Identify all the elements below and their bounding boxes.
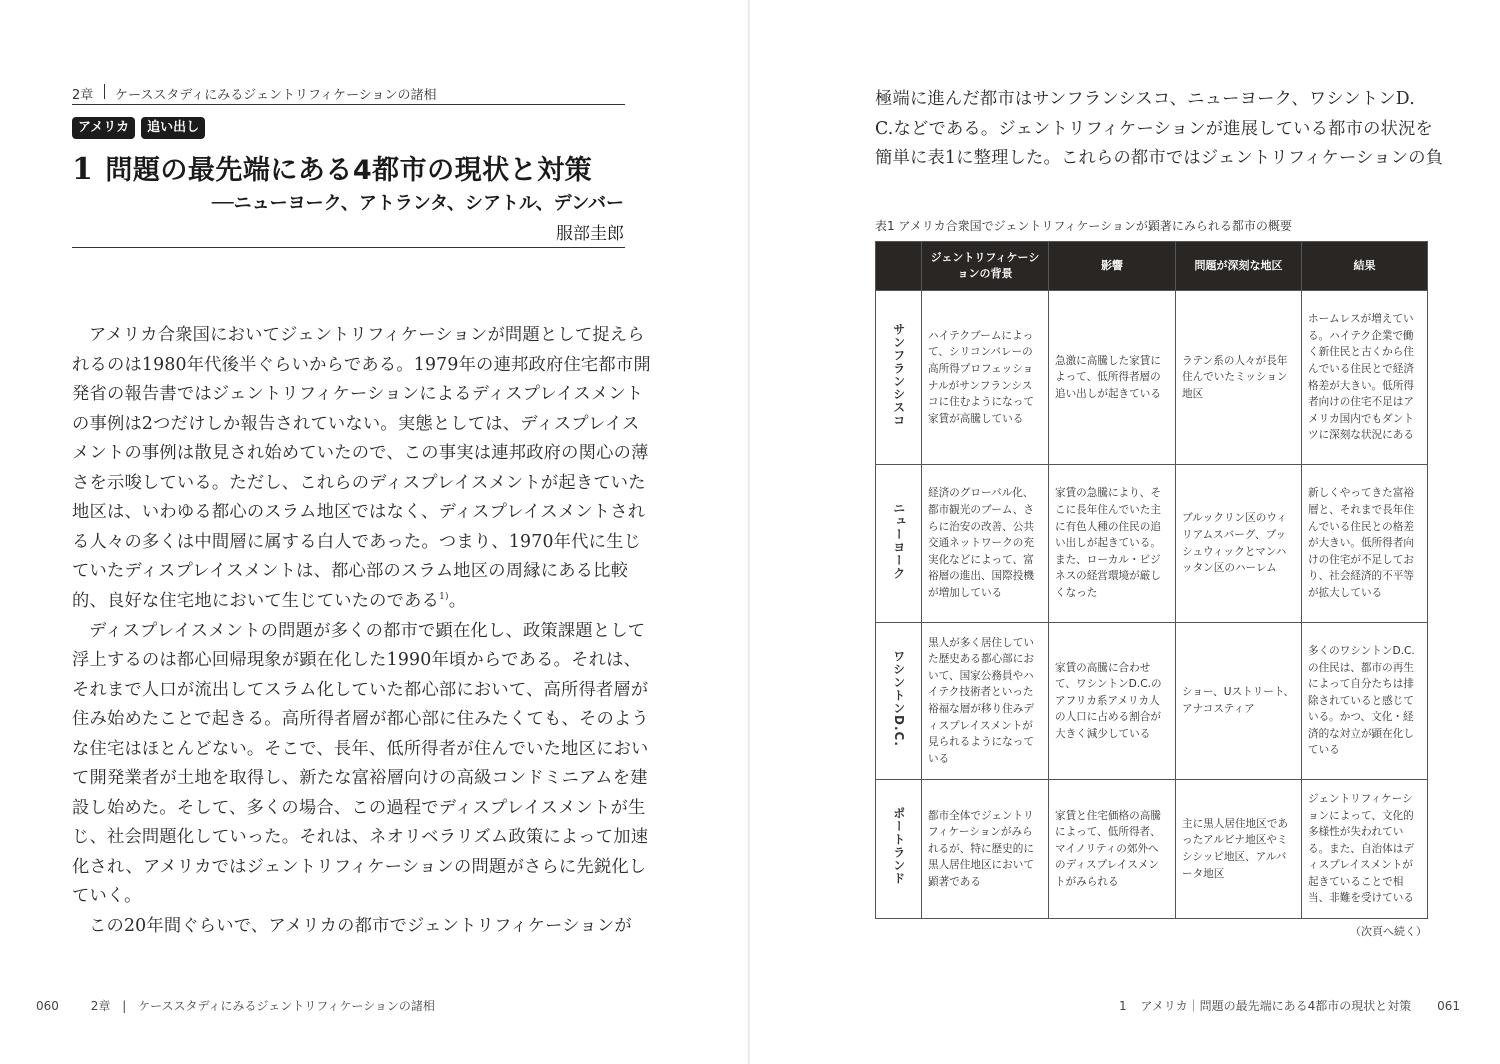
page-number: 060 — [36, 999, 59, 1013]
book-gutter — [748, 0, 750, 1064]
folio-section-number: 1 — [1119, 999, 1127, 1013]
body-line: さを示唆している。ただし、これらのディスプレイスメントが起きていた — [72, 473, 646, 493]
body-line: 浮上するのは都心回帰現象が顕在化した1990年頃からである。それは、 — [72, 650, 642, 670]
body-line: それまで人口が流出してスラム化していた都心部において、高所得者層が — [72, 680, 649, 700]
district-cell: ブルックリン区のウィリアムスバーグ、ブッシュウィックとマンハッタン区のハーレム — [1176, 465, 1302, 623]
body-line: 極端に進んだ都市はサンフランシスコ、ニューヨーク、ワシントンD. — [875, 89, 1415, 109]
body-line: の事例は2つだけしか報告されていない。実態としては、ディスプレイス — [72, 414, 640, 434]
impact-cell: 家賃と住宅価格の高騰によって、低所得者、マイノリティの郊外へのディスプレイスメントがみられる — [1049, 780, 1176, 919]
body-line: れるのは1980年代後半ぐらいからである。1979年の連邦政府住宅都市開 — [72, 355, 651, 375]
city-name: ワシントンD.C. — [891, 649, 906, 747]
body-line: 簡単に表1に整理した。これらの都市ではジェントリフィケーションの負 — [875, 148, 1444, 168]
folio-title: ケーススタディにみるジェントリフィケーションの諸相 — [138, 999, 435, 1013]
city-name: ニューヨーク — [891, 501, 906, 580]
impact-cell: 急激に高騰した家賃によって、低所得者層の追い出しが起きている — [1049, 291, 1176, 465]
city-table — [875, 241, 1428, 919]
body-line: 化され、アメリカではジェントリフィケーションの問題がさらに先鋭化し — [72, 857, 647, 877]
district-cell: 主に黒人居住地区であったアルビナ地区やミシシッピ地区、アルバータ地区 — [1176, 780, 1302, 919]
header-impact: 影響 — [1049, 242, 1176, 291]
table-row — [876, 623, 1428, 780]
table-row — [876, 291, 1428, 465]
tag-america: アメリカ — [72, 117, 135, 139]
header-corner — [876, 242, 922, 291]
header-background: ジェントリフィケーションの背景 — [922, 242, 1049, 291]
running-header-title: ケーススタディにみるジェントリフィケーションの諸相 — [115, 88, 437, 103]
table-row — [876, 465, 1428, 623]
article-author: 服部圭郎 — [556, 224, 624, 244]
body-line: な住宅はほとんどない。そこで、長年、低所得者が住んでいた地区におい — [72, 739, 649, 759]
article-tags — [72, 117, 205, 139]
header-district: 問題が深刻な地区 — [1176, 242, 1302, 291]
city-cell — [876, 465, 922, 623]
tag-displacement: 追い出し — [141, 117, 205, 139]
city-cell — [876, 623, 922, 780]
body-line: C.などである。ジェントリフィケーションが進展している都市の状況を — [875, 119, 1433, 139]
impact-cell: 家賃の高騰に合わせて、ワシントンD.C.のアフリカ系アメリカ人の人口に占める割合が大きく減少している — [1049, 623, 1176, 780]
left-page — [0, 0, 749, 1064]
running-header — [72, 84, 625, 105]
right-page — [751, 0, 1500, 1064]
table-caption: 表1 アメリカ合衆国でジェントリフィケーションが顕著にみられる都市の概要 — [875, 219, 1292, 233]
result-cell: 新しくやってきた富裕層と、それまで長年住んでいる住民との格差が大きい。低所得者向けの住宅が不足しており、社会経済的不平等が拡大している — [1302, 465, 1428, 623]
folio-separator: | — [122, 999, 127, 1013]
folio-right — [1119, 997, 1460, 1014]
table-header-row — [876, 242, 1428, 291]
district-cell: ショー、Uストリート、アナコスティア — [1176, 623, 1302, 780]
body-line: 地区は、いわゆる都心のスラム地区ではなく、ディスプレイスメントされ — [72, 502, 646, 522]
folio-chapter: 2章 — [90, 999, 111, 1013]
title-rule — [72, 247, 625, 248]
city-name: ポートランド — [891, 807, 906, 886]
article-title-text: 問題の最先端にある4都市の現状と対策 — [105, 155, 593, 186]
city-cell — [876, 780, 922, 919]
result-cell: ホームレスが増えている。ハイテク企業で働く新住民と古くから住んでいる住民とで経済格差が大きい。低所得者向けの住宅不足はアメリカ国内でもダントツに深刻な状況にある — [1302, 291, 1428, 465]
article-subtitle: ──ニューヨーク、アトランタ、シアトル、デンバー — [211, 193, 624, 214]
body-line: る人々の多くは中間層に属する白人であった。つまり、1970年代に生じ — [72, 532, 642, 552]
article-number: 1 — [72, 152, 94, 187]
footnote-ref: 1) — [439, 592, 449, 603]
running-header-chapter: 2章 — [72, 88, 94, 103]
body-line: 発省の報告書ではジェントリフィケーションによるディスプレイスメント — [72, 384, 644, 404]
city-cell — [876, 291, 922, 465]
header-result: 結果 — [1302, 242, 1428, 291]
body-line-end: 。 — [448, 591, 467, 611]
body-line: ディスプレイスメントの問題が多くの都市で顕在化し、政策課題として — [89, 621, 646, 641]
body-line-with-footnote — [72, 586, 466, 611]
running-header-separator — [104, 84, 105, 99]
body-line: アメリカ合衆国においてジェントリフィケーションが問題として捉えら — [89, 325, 645, 345]
impact-cell: 家賃の急騰により、そこに長年住んでいた主に有色人種の住民の追い出しが起きている。また、ローカル・ビジネスの経営環境が厳しくなった — [1049, 465, 1176, 623]
background-cell: 黒人が多く居住していた歴史ある都心部において、国家公務員やハイテク技術者といった裕福な層が移り住みディスプレイスメントが見られるようになっている — [922, 623, 1049, 780]
body-line: 住み始めたことで起きる。高所得者層が都心部に住みたくても、そのよう — [72, 709, 649, 729]
body-line: て開発業者が土地を取得し、新たな富裕層向けの高級コンドミニアムを建 — [72, 768, 648, 788]
body-line-text: 的、良好な住宅地において生じていたのである — [72, 591, 440, 611]
result-cell: ジェントリフィケーションによって、文化的多様性が失われている。また、自治体はディスプレイスメントが起きていることで相当、非難を受けている — [1302, 780, 1428, 919]
article-title — [72, 148, 592, 187]
table-row — [876, 780, 1428, 919]
folio-label: アメリカ｜問題の最先端にある4都市の現状と対策 — [1140, 999, 1412, 1013]
page-number: 061 — [1437, 999, 1460, 1013]
body-line: この20年間ぐらいで、アメリカの都市でジェントリフィケーションが — [89, 916, 632, 936]
body-line: ていく。 — [72, 886, 142, 906]
result-cell: 多くのワシントンD.C.の住民は、都市の再生によって自分たちは排除されていると感じている。かつ、文化・経済的な対立が顕在化している — [1302, 623, 1428, 780]
body-line: メントの事例は散見され始めていたので、この事実は連邦政府の関心の薄 — [72, 443, 649, 463]
background-cell: ハイテクブームによって、シリコンバレーの高所得プロフェッショナルがサンフランシスコに住むようになって家賃が高騰している — [922, 291, 1049, 465]
continued-note: （次頁へ続く） — [1350, 925, 1427, 938]
folio-left — [36, 997, 435, 1014]
body-line: 設し始めた。そして、多くの場合、この過程でディスプレイスメントが生 — [72, 798, 646, 818]
body-line: ていたディスプレイスメントは、都心部のスラム地区の周縁にある比較 — [72, 561, 629, 581]
city-name: サンフランシスコ — [891, 322, 906, 427]
district-cell: ラテン系の人々が長年住んでいたミッション地区 — [1176, 291, 1302, 465]
background-cell: 都市全体でジェントリフィケーションがみられるが、特に歴史的に黒人居住地区において顕著である — [922, 780, 1049, 919]
background-cell: 経済のグローバル化、都市観光のブーム、さらに治安の改善、公共交通ネットワークの充実化などによって、富裕層の進出、国際投機が増加している — [922, 465, 1049, 623]
body-line: じ、社会問題化していった。それは、ネオリベラリズム政策によって加速 — [72, 827, 649, 847]
